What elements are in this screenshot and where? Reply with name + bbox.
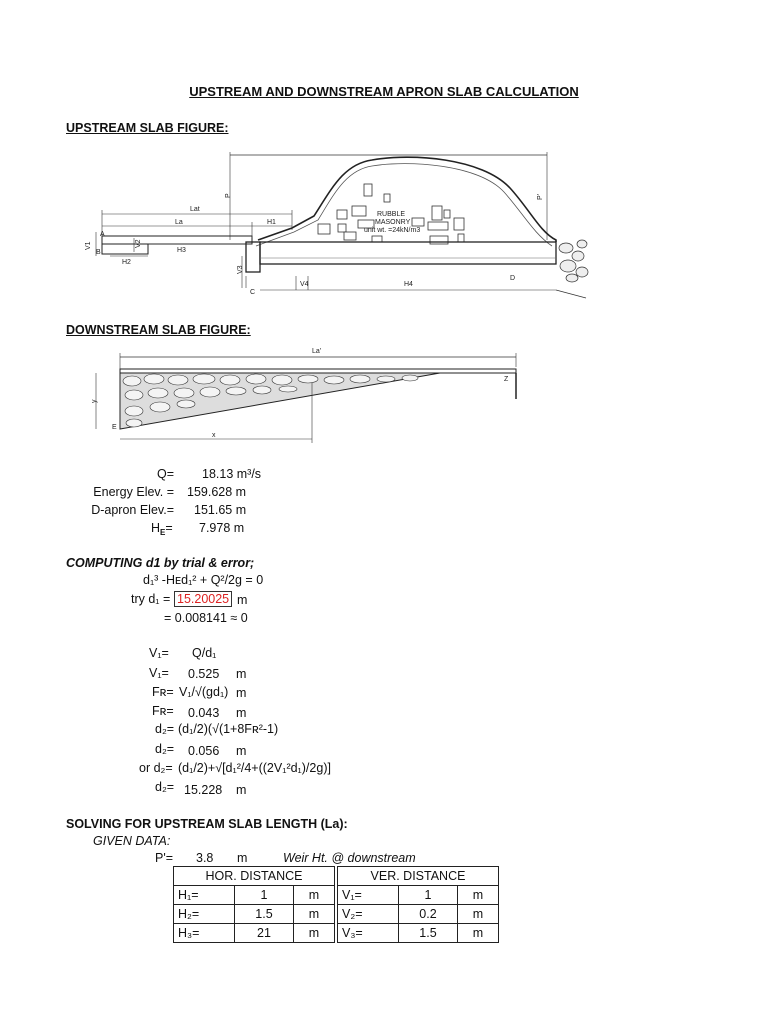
p-prime-value: 3.8: [196, 851, 214, 865]
fr-formula: V₁/√(gd₁): [179, 685, 229, 699]
dapron-value: 151.65 m: [194, 503, 247, 517]
energy-label: Energy Elev. =: [93, 485, 174, 499]
d2b-value: 15.228: [184, 783, 223, 797]
d2-alt-formula: (d₁/2)+√[d₁²/4+((2V₁²d₁)/2g)]: [178, 761, 331, 775]
try-label: try d₁ =: [131, 592, 171, 606]
v1-row-unit: m: [458, 886, 499, 905]
table-header-row: [174, 867, 499, 886]
masonry-label-3: unit wt. =24kN/m3: [364, 227, 421, 234]
fr-unit: m: [236, 706, 247, 720]
masonry-label-2: MASONRY: [375, 219, 411, 226]
v2-row-value: 0.2: [399, 905, 458, 924]
p-prime-label: P'=: [155, 851, 174, 865]
d2-formula-label: d₂=: [155, 722, 175, 736]
v1-row-value: 1: [399, 886, 458, 905]
page-title: UPSTREAM AND DOWNSTREAM APRON SLAB CALCULATION: [189, 84, 579, 99]
label-v4: V4: [300, 281, 309, 288]
downstream-heading: DOWNSTREAM SLAB FIGURE:: [66, 323, 251, 337]
computing-heading: COMPUTING d1 by trial & error;: [66, 556, 255, 570]
ver-distance-header: VER. DISTANCE: [338, 867, 499, 886]
label-x: x: [212, 432, 216, 439]
fr-value: 0.043: [188, 706, 220, 720]
d2-unit: m: [236, 744, 247, 758]
h3-value: 21: [235, 924, 294, 943]
trial-result: = 0.008141 ≈ 0: [164, 611, 248, 625]
label-h4: H4: [404, 281, 413, 288]
h1-value: 1: [235, 886, 294, 905]
energy-value: 159.628 m: [187, 485, 247, 499]
upstream-heading: UPSTREAM SLAB FIGURE:: [66, 121, 229, 135]
h2-unit: m: [294, 905, 335, 924]
d2-or-label: or d₂=: [139, 761, 173, 775]
table-row: [174, 905, 499, 924]
try-d1-input[interactable]: 15.20025: [174, 591, 232, 607]
v3-row-value: 1.5: [399, 924, 458, 943]
q-value: 18.13 m³/s: [202, 467, 262, 481]
label-lat: Lat: [190, 206, 200, 213]
label-h3: H3: [177, 247, 186, 254]
q-label: Q=: [156, 467, 174, 481]
label-p-prime: P': [537, 193, 544, 200]
he-label: $H_E=$: [151, 521, 173, 537]
hor-distance-header: HOR. DISTANCE: [174, 867, 335, 886]
label-z: Z: [504, 376, 509, 383]
p-prime-note: Weir Ht. @ downstream: [283, 851, 416, 865]
h2-value: 1.5: [235, 905, 294, 924]
v3-row-label: V₃=: [338, 924, 399, 943]
p-prime-unit: m: [237, 851, 248, 865]
label-y: y: [91, 399, 98, 403]
label-v2: V2: [135, 239, 142, 248]
fr-label: Fʀ=: [152, 704, 174, 718]
d2-label: d₂=: [155, 742, 175, 756]
masonry-label-1: RUBBLE: [377, 211, 406, 218]
h1-unit: m: [294, 886, 335, 905]
label-c: C: [250, 289, 256, 296]
try-unit: m: [237, 593, 248, 607]
d2b-label: d₂=: [155, 780, 175, 794]
d2b-unit: m: [236, 783, 247, 797]
v3-row-unit: m: [458, 924, 499, 943]
v1-unit: m: [236, 667, 247, 681]
dapron-label: D-apron Elev.=: [91, 503, 174, 517]
label-e: E: [112, 424, 117, 431]
h1-label: H₁=: [174, 886, 235, 905]
table-row: [174, 886, 499, 905]
distance-table: [173, 866, 499, 943]
v1-label: V₁=: [149, 666, 169, 680]
v1-formula-label: V₁=: [149, 646, 169, 660]
label-p: P: [225, 193, 232, 198]
d2-formula: (d₁/2)(√(1+8Fʀ²-1): [178, 722, 279, 736]
upstream-slab-figure: [82, 148, 592, 300]
v2-row-unit: m: [458, 905, 499, 924]
fr-formula-unit: m: [236, 686, 247, 700]
downstream-slab-figure: [84, 343, 524, 443]
h3-unit: m: [294, 924, 335, 943]
label-h1: H1: [267, 219, 276, 226]
given-data-label: GIVEN DATA:: [93, 834, 171, 848]
label-la: La: [175, 219, 183, 226]
v1-formula: Q/d₁: [192, 646, 217, 660]
label-la-prime: La': [312, 348, 322, 355]
label-d: D: [510, 275, 516, 282]
v1-row-label: V₁=: [338, 886, 399, 905]
table-row: [174, 924, 499, 943]
v1-value: 0.525: [188, 667, 220, 681]
label-a: A: [100, 231, 105, 238]
label-b: B: [96, 249, 101, 256]
cubic-equation: d₁³ -Hᴇd₁² + Q²/2g = 0: [143, 573, 264, 587]
v2-row-label: V₂=: [338, 905, 399, 924]
h3-label: H₃=: [174, 924, 235, 943]
d2-value: 0.056: [188, 744, 220, 758]
fr-formula-label: Fʀ=: [152, 685, 174, 699]
label-h2: H2: [122, 259, 131, 266]
solving-heading: SOLVING FOR UPSTREAM SLAB LENGTH (La):: [66, 817, 348, 831]
he-value: 7.978 m: [199, 521, 245, 535]
h2-label: H₂=: [174, 905, 235, 924]
label-v3: V3: [237, 265, 244, 274]
label-v1: V1: [85, 241, 92, 250]
